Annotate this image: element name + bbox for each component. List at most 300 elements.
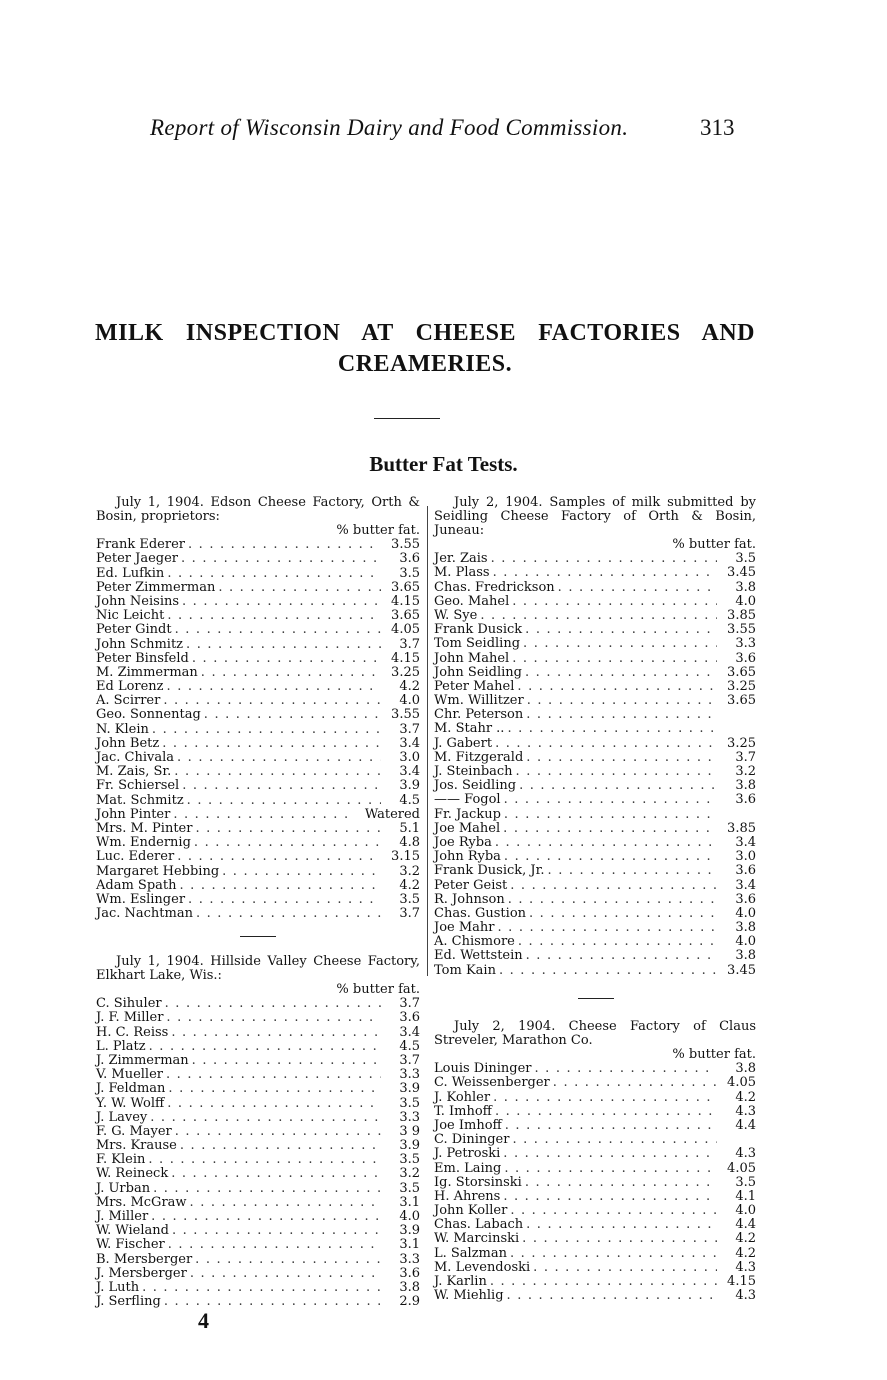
- leader-dots: [168, 1082, 381, 1096]
- row-name: Chr. Peterson: [434, 707, 524, 723]
- column-divider: [427, 506, 428, 976]
- row-name: R. Johnson: [434, 891, 505, 907]
- row-value: 3.15: [391, 849, 420, 865]
- table-row: [96, 997, 420, 1011]
- leader-dots: [505, 1119, 717, 1133]
- row-name: J. Lavey: [96, 1109, 148, 1125]
- row-name: J. Luth: [96, 1279, 140, 1295]
- leader-dots: [526, 949, 717, 963]
- leader-dots: [192, 652, 381, 666]
- leader-dots: [504, 850, 717, 864]
- leader-dots: [517, 680, 717, 694]
- row-value: 4.5: [399, 1038, 420, 1054]
- table-row: [96, 1097, 420, 1111]
- leader-dots: [523, 637, 717, 651]
- table-row: [434, 1062, 756, 1076]
- row-name: Wm. Willitzer: [434, 693, 524, 709]
- leader-dots: [153, 1182, 381, 1196]
- row-value: 4.05: [391, 622, 420, 638]
- column-header: % butter fat.: [672, 537, 756, 552]
- row-name: M. Levendoski: [434, 1259, 531, 1275]
- table-row: [96, 595, 420, 609]
- leader-dots: [508, 893, 717, 907]
- row-name: J. Karlin: [434, 1274, 487, 1290]
- table-row: [96, 879, 420, 893]
- leader-dots: [498, 921, 717, 935]
- row-name: J. Urban: [96, 1180, 151, 1196]
- leader-dots: [192, 1054, 381, 1068]
- leader-dots: [142, 1281, 381, 1295]
- row-value: 4.0: [399, 1209, 420, 1225]
- row-name: J. Miller: [96, 1209, 149, 1225]
- row-name: N. Klein: [96, 721, 149, 737]
- table-row: [434, 1190, 756, 1204]
- leader-dots: [165, 997, 381, 1011]
- row-name: L. Platz: [96, 1038, 146, 1054]
- row-name: Nic Leicht: [96, 608, 165, 624]
- row-value: 3.25: [727, 678, 756, 694]
- row-name: Louis Dininger: [434, 1061, 532, 1077]
- row-value: 3.0: [735, 849, 756, 865]
- table-row: [96, 737, 420, 751]
- row-name: Peter Binsfeld: [96, 650, 189, 666]
- leader-dots: [503, 1147, 717, 1161]
- row-value: 3.55: [727, 622, 756, 638]
- row-value: 4.05: [727, 1075, 756, 1091]
- row-value: 3.8: [735, 948, 756, 964]
- table-row: [96, 1054, 420, 1068]
- table-row: [434, 1091, 756, 1105]
- leader-dots: [188, 538, 381, 552]
- leader-dots: [168, 1238, 381, 1252]
- table-row: [96, 567, 420, 581]
- row-name: Geo. Mahel: [434, 593, 510, 609]
- row-name: Peter Zimmerman: [96, 579, 216, 595]
- row-value: 3.85: [727, 820, 756, 836]
- row-value: 3.9: [399, 1081, 420, 1097]
- row-name: Ed. Wettstein: [434, 948, 523, 964]
- row-name: J. F. Miller: [96, 1010, 164, 1026]
- row-name: Frank Dusick, Jr.: [434, 863, 545, 879]
- row-name: Peter Mahel: [434, 678, 515, 694]
- row-name: Ed Lorenz: [96, 679, 164, 695]
- section-streveler: [434, 1020, 756, 1303]
- row-name: W. Wieland: [96, 1223, 169, 1239]
- row-value: 3.2: [399, 1166, 420, 1182]
- leader-dots: [201, 666, 381, 680]
- leader-dots: [164, 1295, 381, 1309]
- leader-dots: [151, 1210, 381, 1224]
- table-row: [434, 879, 756, 893]
- row-value: 3.55: [391, 537, 420, 553]
- row-name: John Pinter: [96, 806, 171, 822]
- table-row: [96, 1082, 420, 1096]
- row-name: John Ryba: [434, 849, 501, 865]
- row-name: C. Weissenberger: [434, 1075, 550, 1091]
- leader-dots: [188, 893, 381, 907]
- table-row: [434, 737, 756, 751]
- table-row: [96, 694, 420, 708]
- table-row: [434, 864, 756, 878]
- leader-dots: [512, 1133, 717, 1147]
- table-row: [434, 1261, 756, 1275]
- row-name: M. Zais, Sr.: [96, 764, 172, 780]
- leader-dots: [194, 836, 381, 850]
- row-name: Mrs. M. Pinter: [96, 820, 193, 836]
- section-intro: July 2, 1904. Cheese Factory of Claus Streveler, Marathon Co.: [434, 1019, 756, 1048]
- leader-dots: [204, 708, 381, 722]
- table-row: [96, 666, 420, 680]
- table-row: [96, 638, 420, 652]
- row-value: 3.5: [735, 551, 756, 567]
- row-value: 3.65: [727, 664, 756, 680]
- row-name: Mrs. McGraw: [96, 1194, 187, 1210]
- leader-dots: [493, 1091, 717, 1105]
- row-value: 3.1: [399, 1194, 420, 1210]
- leader-dots: [163, 694, 381, 708]
- leader-dots: [516, 765, 717, 779]
- leader-dots: [499, 964, 717, 978]
- column-header: % butter fat.: [336, 523, 420, 538]
- table-row: [96, 1153, 420, 1167]
- leader-dots: [152, 723, 381, 737]
- leader-dots: [527, 694, 717, 708]
- row-name: J. Kohler: [434, 1089, 491, 1105]
- table-row: [96, 765, 420, 779]
- leader-dots: [525, 1176, 717, 1190]
- leader-dots: [553, 1076, 717, 1090]
- leader-dots: [503, 1190, 717, 1204]
- leader-dots: [167, 680, 381, 694]
- title-rule: [374, 418, 440, 419]
- row-name: Jac. Chivala: [96, 750, 174, 766]
- row-value: 3.25: [727, 735, 756, 751]
- running-title: Report of Wisconsin Dairy and Food Commission.: [150, 115, 629, 140]
- row-value: 3.8: [399, 1279, 420, 1295]
- leader-dots: [180, 1139, 381, 1153]
- table-row: [434, 935, 756, 949]
- row-value: 3.3: [399, 1109, 420, 1125]
- table-row: [96, 1040, 420, 1054]
- row-value: 4.2: [735, 1245, 756, 1261]
- section-seidling: [434, 496, 756, 978]
- leader-dots: [175, 623, 381, 637]
- main-title: MILK INSPECTION AT CHEESE FACTORIES AND CREAMERIES.: [95, 320, 755, 377]
- row-name: F. Klein: [96, 1152, 146, 1168]
- row-value: 4.2: [735, 1231, 756, 1247]
- row-value: 3.8: [735, 579, 756, 595]
- row-name: Peter Geist: [434, 877, 508, 893]
- table-row: [96, 1026, 420, 1040]
- table-row: [434, 765, 756, 779]
- leader-dots: [190, 1267, 381, 1281]
- row-value: 4.1: [735, 1188, 756, 1204]
- row-value: 3 9: [399, 1123, 420, 1139]
- table-row: [434, 680, 756, 694]
- row-value: 4.15: [391, 593, 420, 609]
- leader-dots: [177, 850, 381, 864]
- row-name: W. Marcinski: [434, 1231, 520, 1247]
- row-value: 3.8: [735, 778, 756, 794]
- table-row: [96, 652, 420, 666]
- row-value: 3.4: [399, 735, 420, 751]
- row-value: 3.55: [391, 707, 420, 723]
- table-row: [434, 850, 756, 864]
- row-value: 4.2: [735, 1089, 756, 1105]
- row-value: 3.6: [399, 551, 420, 567]
- leader-dots: [172, 1224, 381, 1238]
- row-value: 3.25: [391, 664, 420, 680]
- table-row: [96, 581, 420, 595]
- row-name: Ig. Storsinski: [434, 1174, 522, 1190]
- table-row: [434, 1133, 756, 1147]
- table-row: [96, 1125, 420, 1139]
- section-rule: [240, 936, 276, 937]
- table-row: [434, 1176, 756, 1190]
- row-value: 3.0: [399, 750, 420, 766]
- row-value: 3.45: [727, 565, 756, 581]
- row-value: 3.7: [399, 721, 420, 737]
- row-name: M. Zimmerman: [96, 664, 198, 680]
- table-row: [434, 779, 756, 793]
- row-value: 3.9: [399, 1138, 420, 1154]
- row-value: 3.5: [399, 565, 420, 581]
- leader-dots: [525, 666, 717, 680]
- row-value: 3.7: [399, 1052, 420, 1068]
- leader-dots: [495, 836, 717, 850]
- table-row: [434, 808, 756, 822]
- table-row: [96, 609, 420, 623]
- leader-dots: [181, 552, 381, 566]
- row-value: 3.5: [735, 1174, 756, 1190]
- leader-dots: [504, 1162, 717, 1176]
- row-value: 3.2: [735, 764, 756, 780]
- table-row: [434, 623, 756, 637]
- row-value: 4.0: [399, 693, 420, 709]
- column-header: % butter fat.: [336, 982, 420, 997]
- section-intro: July 1, 1904. Edson Cheese Factory, Orth & Bosin, proprietors:: [96, 495, 420, 524]
- section-intro: July 2, 1904. Samples of milk submitted by Seidling Cheese Factory of Orth & Bosin, Juneau:: [434, 495, 756, 538]
- row-value: 4.15: [727, 1274, 756, 1290]
- leader-dots: [186, 638, 381, 652]
- table-row: [96, 850, 420, 864]
- leader-dots: [167, 609, 381, 623]
- leader-dots: [525, 623, 717, 637]
- leader-dots: [495, 1105, 717, 1119]
- row-value: 5.1: [399, 820, 420, 836]
- leader-dots: [177, 751, 381, 765]
- row-name: V. Mueller: [96, 1067, 163, 1083]
- row-value: 3.7: [735, 749, 756, 765]
- row-name: John Koller: [434, 1203, 508, 1219]
- row-value: 4.0: [735, 1203, 756, 1219]
- leader-dots: [518, 935, 717, 949]
- table-row: [434, 694, 756, 708]
- table-row: [96, 538, 420, 552]
- row-name: J. Serfling: [96, 1294, 161, 1310]
- table-row: [96, 552, 420, 566]
- leader-dots: [167, 567, 381, 581]
- table-row: [434, 652, 756, 666]
- leader-dots: [148, 1153, 381, 1167]
- row-value: 3.1: [399, 1237, 420, 1253]
- data-rows: [96, 997, 420, 1309]
- table-row: [434, 581, 756, 595]
- table-row: [434, 1147, 756, 1161]
- row-name: J. Feldman: [96, 1081, 166, 1097]
- row-name: H. Ahrens: [434, 1188, 501, 1204]
- row-value: 4.5: [399, 792, 420, 808]
- table-row: [434, 793, 756, 807]
- data-rows: [96, 538, 420, 921]
- row-value: 3.5: [399, 891, 420, 907]
- table-row: [96, 623, 420, 637]
- table-row: [96, 1238, 420, 1252]
- table-row: [434, 1076, 756, 1090]
- leader-dots: [173, 808, 353, 822]
- leader-dots: [510, 879, 717, 893]
- leader-dots: [507, 722, 717, 736]
- section-title: Butter Fat Tests.: [369, 452, 518, 476]
- leader-dots: [526, 751, 717, 765]
- leader-dots: [533, 1261, 717, 1275]
- leader-dots: [512, 595, 717, 609]
- table-row: [434, 1289, 756, 1303]
- table-row: [96, 1210, 420, 1224]
- row-value: 4.3: [735, 1146, 756, 1162]
- table-row: [434, 1247, 756, 1261]
- row-name: J. Mersberger: [96, 1265, 187, 1281]
- table-row: [96, 794, 420, 808]
- leader-dots: [174, 765, 381, 779]
- row-value: 3.7: [399, 996, 420, 1012]
- row-name: J. Petroski: [434, 1146, 501, 1162]
- leader-dots: [504, 793, 717, 807]
- row-name: Ed. Lufkin: [96, 565, 165, 581]
- row-name: Jer. Zais: [434, 551, 488, 567]
- row-value: 3.7: [399, 906, 420, 922]
- row-name: C. Dininger: [434, 1132, 510, 1148]
- row-name: Peter Gindt: [96, 622, 172, 638]
- row-name: W. Fischer: [96, 1237, 165, 1253]
- leader-dots: [187, 794, 381, 808]
- row-value: 3.4: [399, 1024, 420, 1040]
- table-row: [96, 1011, 420, 1025]
- row-name: Y. W. Wolff: [96, 1095, 165, 1111]
- leader-dots: [171, 1167, 381, 1181]
- row-value: 4.05: [727, 1160, 756, 1176]
- row-value: Watered: [364, 806, 420, 822]
- table-row: [434, 552, 756, 566]
- table-row: [434, 1162, 756, 1176]
- leader-dots: [535, 1062, 717, 1076]
- row-value: 3.6: [399, 1265, 420, 1281]
- leader-dots: [150, 1111, 381, 1125]
- leader-dots: [162, 737, 381, 751]
- leader-dots: [491, 552, 717, 566]
- section-hillside: [96, 955, 420, 1309]
- row-value: 3.5: [399, 1095, 420, 1111]
- table-row: [434, 1232, 756, 1246]
- table-row: [434, 1275, 756, 1289]
- table-row: [96, 808, 420, 822]
- row-name: W. Miehlig: [434, 1288, 504, 1304]
- row-value: 4.2: [399, 877, 420, 893]
- row-name: Mrs. Krause: [96, 1138, 177, 1154]
- table-row: [434, 595, 756, 609]
- row-name: Peter Jaeger: [96, 551, 179, 567]
- table-row: [96, 865, 420, 879]
- row-value: 3.6: [399, 1010, 420, 1026]
- row-value: 3.3: [735, 636, 756, 652]
- row-value: 4.15: [391, 650, 420, 666]
- row-name: M. Stahr ..: [434, 721, 505, 737]
- section-intro: July 1, 1904. Hillside Valley Cheese Factory, Elkhart Lake, Wis.:: [96, 954, 420, 983]
- leader-dots: [175, 1125, 381, 1139]
- row-name: John Mahel: [434, 650, 510, 666]
- row-name: M. Plass: [434, 565, 490, 581]
- table-row: [434, 1218, 756, 1232]
- row-value: 3.3: [399, 1251, 420, 1267]
- leader-dots: [548, 864, 717, 878]
- table-row: [96, 680, 420, 694]
- table-row: [434, 1105, 756, 1119]
- row-name: C. Sihuler: [96, 996, 162, 1012]
- row-name: H. C. Reiss: [96, 1024, 169, 1040]
- leader-dots: [166, 1068, 381, 1082]
- row-value: 3.2: [399, 863, 420, 879]
- table-row: [96, 1295, 420, 1309]
- leader-dots: [512, 652, 717, 666]
- row-value: 3.3: [399, 1067, 420, 1083]
- leader-dots: [519, 779, 717, 793]
- row-value: 3.65: [391, 608, 420, 624]
- row-value: 3.6: [735, 891, 756, 907]
- row-value: 3.9: [399, 1223, 420, 1239]
- row-value: 3.45: [727, 962, 756, 978]
- leader-dots: [149, 1040, 381, 1054]
- row-name: Geo. Sonnentag: [96, 707, 201, 723]
- row-value: 4.0: [735, 593, 756, 609]
- table-row: [434, 893, 756, 907]
- row-name: Frank Ederer: [96, 537, 185, 553]
- row-name: Joe Mahr: [434, 920, 495, 936]
- row-value: 4.2: [399, 679, 420, 695]
- leader-dots: [510, 1204, 717, 1218]
- row-name: John Schmitz: [96, 636, 184, 652]
- row-name: A. Scirrer: [96, 693, 161, 709]
- row-value: 3.9: [399, 778, 420, 794]
- column-header: % butter fat.: [672, 1047, 756, 1062]
- table-row: [434, 949, 756, 963]
- row-value: 4.4: [735, 1217, 756, 1233]
- leader-dots: [190, 1196, 381, 1210]
- row-name: W. Reineck: [96, 1166, 169, 1182]
- row-name: Joe Ryba: [434, 834, 492, 850]
- leader-dots: [180, 879, 382, 893]
- row-value: 4.3: [735, 1103, 756, 1119]
- table-row: [96, 907, 420, 921]
- leader-dots: [167, 1097, 381, 1111]
- section-rule: [578, 998, 614, 999]
- row-value: 4.3: [735, 1259, 756, 1275]
- row-name: Joe Imhoff: [434, 1117, 502, 1133]
- table-row: [434, 907, 756, 921]
- leader-dots: [529, 907, 717, 921]
- row-name: —— Fogol: [434, 792, 501, 808]
- row-name: Mat. Schmitz: [96, 792, 184, 808]
- table-row: [434, 708, 756, 722]
